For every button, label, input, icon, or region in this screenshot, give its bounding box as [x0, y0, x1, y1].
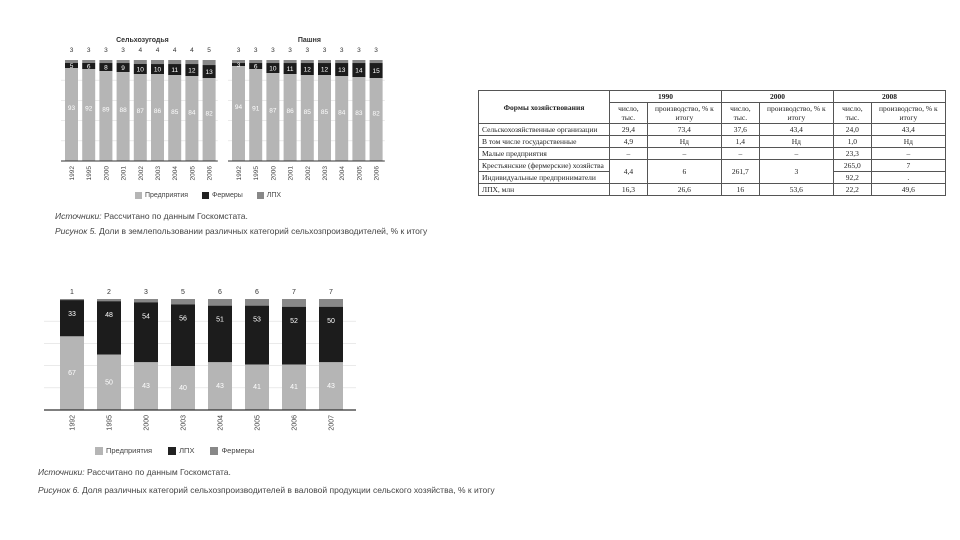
data-label-farmers: 6 — [255, 289, 259, 296]
data-label-mid: 3 — [236, 62, 241, 70]
x-tick-label: 2005 — [254, 415, 262, 431]
bar-segment-enterprises — [266, 73, 279, 161]
table-cell: 49,6 — [871, 184, 945, 196]
data-label-top: 4 — [138, 47, 143, 54]
table-cell: 6 — [647, 160, 721, 184]
data-label-mid: 10 — [153, 66, 162, 74]
bar-segment-enterprises — [318, 75, 331, 161]
x-tick-label: 2005 — [189, 166, 197, 181]
data-label-farmers: 2 — [107, 289, 111, 296]
data-label-mid: 14 — [355, 67, 363, 75]
bar-segment-enterprises — [99, 71, 112, 161]
data-label-households: 33 — [68, 311, 76, 319]
table-cell: 43,4 — [871, 124, 945, 136]
data-label-bottom: 87 — [136, 108, 144, 116]
data-label-households: 48 — [105, 312, 113, 320]
data-label-enterprises: 41 — [253, 384, 261, 392]
bar-segment-households — [117, 60, 130, 63]
data-label-bottom: 88 — [119, 107, 127, 115]
x-tick-label: 2003 — [155, 166, 162, 181]
table-subheader: число, тыс. — [833, 103, 871, 124]
data-label-bottom: 83 — [355, 109, 363, 117]
bar-segment-farmers — [97, 299, 121, 301]
x-tick-label: 2006 — [291, 415, 299, 431]
bar-segment-enterprises — [134, 74, 147, 161]
row-label: Крестьянские (фермерские) хозяйства — [479, 160, 610, 172]
x-tick-label: 2002 — [137, 166, 145, 181]
data-label-top: 3 — [305, 47, 310, 54]
data-label-top: 3 — [236, 47, 241, 54]
bar-segment-households — [97, 301, 121, 354]
bar-segment-enterprises — [284, 74, 297, 161]
table-header-year: 2008 — [833, 91, 945, 103]
bar-segment-enterprises — [82, 69, 95, 161]
data-label-farmers: 7 — [329, 289, 333, 296]
table-cell: – — [610, 148, 648, 160]
x-tick-label: 2000 — [103, 166, 111, 181]
data-label-bottom: 84 — [188, 109, 196, 117]
bar-segment-households — [301, 60, 314, 63]
table-cell: 53,6 — [759, 184, 833, 196]
table-cell: 43,4 — [759, 124, 833, 136]
table-header-year: 1990 — [610, 91, 722, 103]
legend-item-enterprises — [95, 446, 152, 455]
bar-segment-households — [245, 306, 269, 365]
caption-text: Доля различных категорий сельхозпроизводителей в валовой продукции сельского хозяйства, % к итогу — [79, 485, 495, 495]
legend-item-households — [257, 192, 281, 199]
data-label-enterprises: 50 — [105, 379, 113, 387]
bar-segment-enterprises — [168, 75, 181, 161]
table-cell: . — [871, 172, 945, 184]
data-label-mid: 5 — [69, 63, 74, 70]
table-cell: Нд — [759, 136, 833, 148]
caption-text: Доли в землепользовании различных категорий сельхозпроизводителей, % к итогу — [96, 226, 428, 236]
source-label: Источники: — [38, 467, 85, 477]
bar-segment-households — [335, 60, 348, 63]
figure-6-caption — [38, 485, 498, 496]
data-label-top: 3 — [288, 47, 292, 54]
bar-segment-enterprises — [249, 69, 262, 161]
data-label-top: 3 — [104, 47, 108, 54]
table-cell: 1,4 — [721, 136, 759, 148]
figure-5-source — [55, 211, 248, 222]
table-cell: 37,6 — [721, 124, 759, 136]
table-header-forms: Формы хозяйствования — [479, 91, 610, 124]
bar-segment-enterprises — [151, 74, 164, 161]
data-label-farmers: 3 — [144, 289, 148, 296]
bar-segment-households — [203, 60, 216, 65]
bar-segment-farmers — [245, 299, 269, 306]
data-label-top: 4 — [155, 47, 160, 54]
data-label-top: 3 — [69, 47, 74, 54]
bar-segment-enterprises — [185, 76, 198, 161]
data-label-households: 54 — [142, 313, 150, 321]
bar-segment-farmers — [208, 299, 232, 306]
data-label-mid: 13 — [205, 69, 213, 77]
panel-title: Сельхозугодья — [116, 37, 169, 44]
source-text: Рассчитано по данным Госкомстата. — [84, 467, 231, 477]
table-subheader: производство, % к итогу — [759, 103, 833, 124]
legend-label: ЛПХ — [179, 446, 195, 455]
data-label-bottom: 82 — [372, 110, 380, 118]
table-cell: 23,3 — [833, 148, 871, 160]
x-tick-label: 1995 — [106, 415, 114, 431]
x-tick-label: 2001 — [120, 166, 128, 181]
row-label: В том числе государственные — [479, 136, 610, 148]
row-label: Индивидуальные предприниматели — [479, 172, 610, 184]
legend-swatch-farmers — [210, 447, 218, 455]
data-label-top: 5 — [207, 47, 211, 54]
bar-segment-households — [318, 60, 331, 63]
data-label-mid: 11 — [171, 67, 179, 75]
table-subheader: производство, % к итогу — [647, 103, 721, 124]
bar-segment-enterprises — [117, 72, 130, 161]
table-cell: 73,4 — [647, 124, 721, 136]
table-cell: 26,6 — [647, 184, 721, 196]
x-tick-label: 2000 — [270, 166, 278, 181]
table-cell: 92,2 — [833, 172, 871, 184]
figure-6-legend — [95, 446, 254, 455]
bar-segment-enterprises — [203, 78, 216, 161]
bar-segment-farmers — [171, 299, 195, 304]
x-tick-label: 1992 — [236, 166, 243, 181]
table-cell: – — [647, 148, 721, 160]
legend-swatch-farmers — [202, 192, 209, 199]
bar-segment-households — [171, 304, 195, 366]
legend-item-households — [168, 446, 194, 455]
figure-5-chart — [55, 33, 400, 203]
data-label-bottom: 86 — [153, 108, 162, 116]
bar-segment-enterprises — [352, 77, 365, 161]
bar-segment-households — [266, 60, 279, 63]
table-header-year: 2000 — [721, 91, 833, 103]
figure-6-chart — [38, 284, 358, 442]
bar-segment-farmers — [60, 299, 84, 300]
legend-label: Фермеры — [221, 446, 255, 455]
bar-segment-enterprises — [301, 75, 314, 161]
data-label-bottom: 89 — [102, 106, 110, 114]
legend-label: Фермеры — [212, 192, 243, 199]
data-label-farmers: 6 — [218, 289, 222, 296]
data-label-farmers: 1 — [70, 289, 74, 296]
figure-5-caption — [55, 226, 475, 237]
data-label-bottom: 94 — [234, 103, 243, 111]
bar-segment-households — [168, 60, 181, 64]
table-cell: 16,3 — [610, 184, 648, 196]
data-label-enterprises: 43 — [216, 383, 224, 391]
data-label-bottom: 87 — [269, 107, 277, 115]
bar-segment-households — [284, 60, 297, 63]
data-label-farmers: 7 — [292, 289, 296, 296]
data-label-mid: 6 — [253, 63, 258, 71]
x-tick-label: 2004 — [217, 415, 225, 431]
table-cell: 4,4 — [610, 160, 648, 184]
table-row — [479, 148, 946, 160]
data-label-mid: 6 — [86, 63, 91, 71]
table-cell: 1,0 — [833, 136, 871, 148]
table-cell: 16 — [721, 184, 759, 196]
source-text: Рассчитано по данным Госкомстата. — [101, 211, 248, 221]
table-cell: – — [721, 148, 759, 160]
table-cell: 265,0 — [833, 160, 871, 172]
bar-segment-enterprises — [370, 78, 383, 161]
x-tick-label: 2004 — [339, 166, 347, 181]
figure-5-legend — [135, 192, 281, 199]
table-cell: 3 — [759, 160, 833, 184]
legend-label: ЛПХ — [266, 192, 282, 199]
data-label-enterprises: 41 — [290, 384, 298, 392]
bar-segment-households — [208, 306, 232, 363]
data-label-bottom: 91 — [252, 105, 260, 113]
x-tick-label: 2003 — [322, 166, 329, 181]
data-label-enterprises: 43 — [142, 383, 150, 391]
data-label-bottom: 84 — [338, 109, 346, 117]
table-row — [479, 184, 946, 196]
data-label-households: 53 — [253, 316, 261, 324]
data-label-mid: 12 — [320, 66, 329, 74]
x-tick-label: 1992 — [69, 166, 76, 181]
table-cell: 4,9 — [610, 136, 648, 148]
row-label: Малые предприятия — [479, 148, 610, 160]
data-label-households: 51 — [216, 316, 224, 324]
data-label-bottom: 92 — [85, 105, 93, 113]
table-row — [479, 136, 946, 148]
data-label-bottom: 85 — [303, 108, 311, 116]
data-label-enterprises: 43 — [327, 383, 335, 391]
bar-segment-farmers — [282, 299, 306, 307]
row-label: Сельскохозяйственные организации — [479, 124, 610, 136]
bar-segment-households — [352, 60, 365, 63]
bar-segment-farmers — [319, 299, 343, 307]
data-label-farmers: 5 — [181, 289, 185, 296]
bar-segment-households — [319, 307, 343, 363]
bar-segment-farmers — [134, 299, 158, 302]
caption-label: Рисунок 5. — [55, 226, 97, 236]
bar-segment-households — [151, 60, 164, 64]
table-subheader: производство, % к итогу — [871, 103, 945, 124]
data-label-mid: 11 — [286, 66, 294, 74]
x-tick-label: 2005 — [356, 166, 364, 181]
x-tick-label: 2001 — [287, 166, 295, 181]
x-tick-label: 1995 — [86, 166, 94, 181]
data-label-top: 3 — [271, 47, 275, 54]
bar-segment-enterprises — [232, 66, 245, 161]
data-label-mid: 9 — [121, 65, 125, 73]
x-tick-label: 2006 — [206, 166, 214, 181]
table-subheader: число, тыс. — [610, 103, 648, 124]
data-label-top: 4 — [190, 47, 194, 54]
table-cell: – — [871, 148, 945, 160]
legend-item-enterprises — [135, 192, 188, 199]
bar-segment-households — [370, 60, 383, 63]
data-label-households: 50 — [327, 317, 335, 325]
table-cell: 24,0 — [833, 124, 871, 136]
x-tick-label: 1992 — [69, 415, 77, 431]
data-label-enterprises: 67 — [68, 370, 76, 378]
table-cell: 22,2 — [833, 184, 871, 196]
data-label-bottom: 86 — [286, 108, 294, 116]
x-tick-label: 2006 — [373, 166, 381, 181]
data-label-top: 3 — [357, 47, 361, 54]
table-cell: 7 — [871, 160, 945, 172]
x-tick-label: 2003 — [180, 415, 188, 431]
data-label-top: 3 — [86, 47, 91, 54]
legend-swatch-enterprises — [95, 447, 103, 455]
figure-6-source — [38, 467, 231, 478]
table-cell: Нд — [647, 136, 721, 148]
x-tick-label: 2004 — [172, 166, 180, 181]
legend-swatch-enterprises — [135, 192, 142, 199]
data-label-top: 3 — [374, 47, 378, 54]
table-cell: 29,4 — [610, 124, 648, 136]
data-label-mid: 10 — [136, 66, 144, 74]
data-label-top: 3 — [322, 47, 327, 54]
legend-item-farmers — [202, 192, 243, 199]
panel-title: Пашня — [297, 37, 321, 44]
farm-forms-table — [478, 90, 946, 196]
legend-label: Предприятия — [145, 192, 189, 199]
x-tick-label: 1995 — [253, 166, 261, 181]
table-row — [479, 160, 946, 172]
legend-swatch-households — [257, 192, 264, 199]
data-label-bottom: 85 — [320, 108, 329, 116]
data-table-container — [478, 90, 946, 196]
legend-label: Предприятия — [106, 446, 153, 455]
bar-segment-enterprises — [65, 68, 78, 161]
data-label-households: 52 — [290, 317, 298, 325]
legend-item-farmers — [210, 446, 254, 455]
data-label-bottom: 93 — [67, 104, 76, 112]
data-label-mid: 13 — [338, 67, 346, 75]
legend-swatch-households — [168, 447, 176, 455]
bar-segment-enterprises — [335, 76, 348, 161]
bar-segment-households — [60, 300, 84, 336]
bar-segment-households — [134, 60, 147, 64]
data-label-mid: 12 — [303, 66, 311, 74]
data-label-households: 56 — [179, 315, 187, 323]
row-label: ЛПХ, млн — [479, 184, 610, 196]
x-tick-label: 2002 — [304, 166, 312, 181]
data-label-top: 3 — [339, 47, 344, 54]
source-label: Источники: — [55, 211, 102, 221]
table-cell: – — [759, 148, 833, 160]
data-label-mid: 15 — [372, 68, 380, 76]
data-label-mid: 8 — [104, 64, 108, 72]
data-label-mid: 12 — [188, 67, 196, 75]
data-label-top: 4 — [172, 47, 177, 54]
table-subheader: число, тыс. — [721, 103, 759, 124]
bar-segment-households — [99, 60, 112, 63]
bar-segment-households — [134, 302, 158, 362]
bar-segment-households — [282, 307, 306, 365]
caption-label: Рисунок 6. — [38, 485, 80, 495]
table-cell: 261,7 — [721, 160, 759, 184]
data-label-enterprises: 40 — [179, 385, 187, 393]
data-label-top: 3 — [253, 47, 258, 54]
table-row — [479, 124, 946, 136]
x-tick-label: 2007 — [328, 415, 336, 431]
x-tick-label: 2000 — [143, 415, 151, 431]
bar-segment-households — [185, 60, 198, 64]
table-cell: Нд — [871, 136, 945, 148]
data-label-top: 3 — [121, 47, 125, 54]
data-label-mid: 10 — [269, 65, 277, 73]
data-label-bottom: 82 — [205, 110, 213, 118]
data-label-bottom: 85 — [171, 108, 179, 116]
